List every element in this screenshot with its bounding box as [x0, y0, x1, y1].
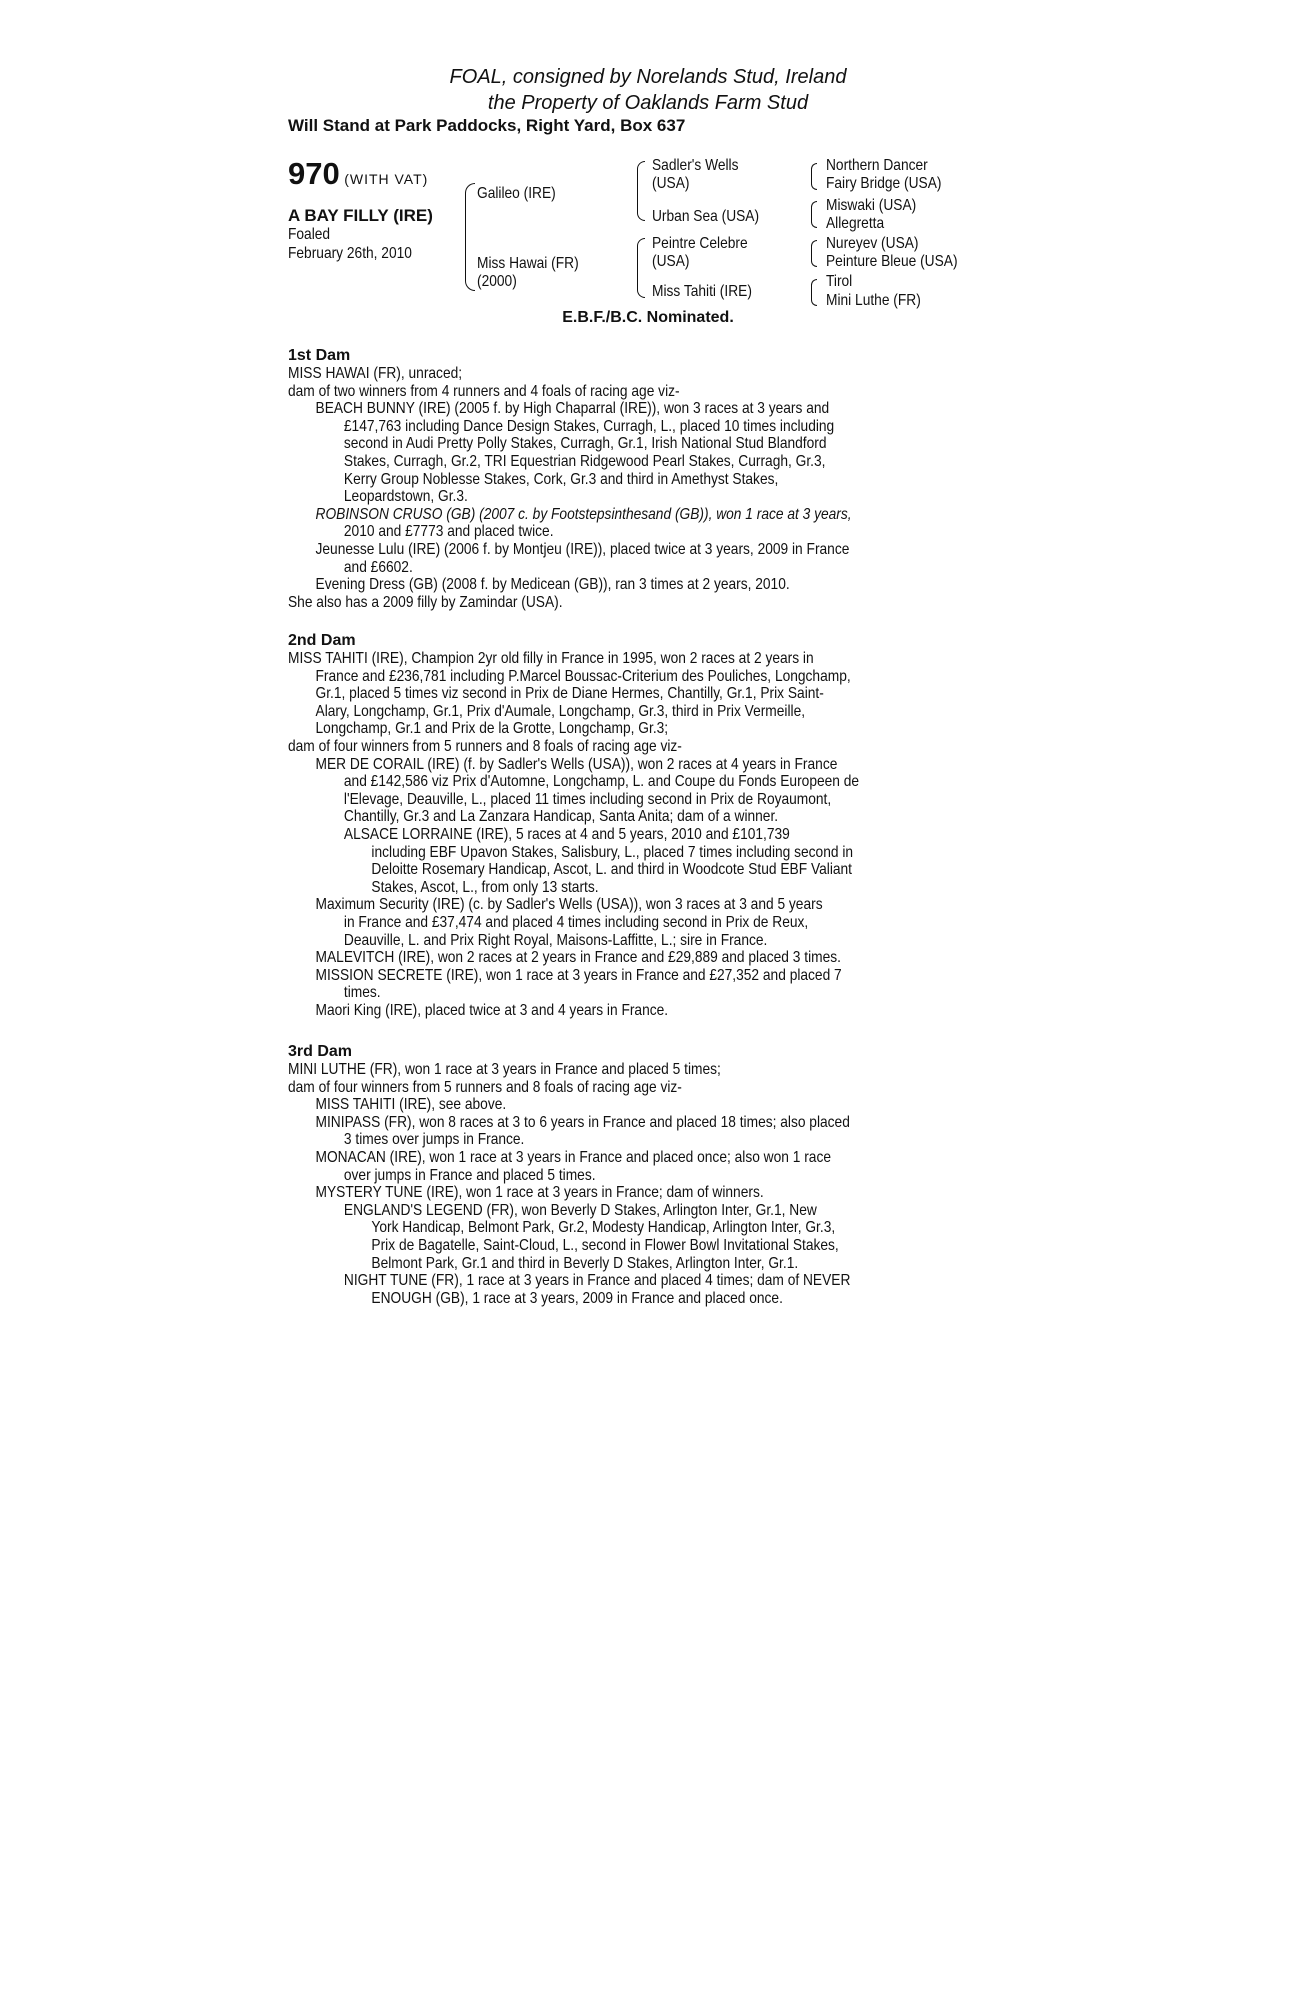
pedigree-ssd: Fairy Bridge (USA) [826, 175, 942, 192]
dam-line: BEACH BUNNY (IRE) (2005 f. by High Chaparral (IRE)), won 3 races at 3 years and [315, 400, 830, 418]
pedigree-sdd: Allegretta [826, 215, 885, 232]
pedigree-sire-sire-2: (USA) [652, 175, 690, 192]
dam-line: Stakes, Curragh, Gr.2, TRI Equestrian Ridgewood Pearl Stakes, Curragh, Gr.3, [343, 452, 826, 470]
dam-line: MER DE CORAIL (IRE) (f. by Sadler's Wells (USA)), won 2 races at 4 years in France [315, 755, 838, 773]
ebf-nomination: E.B.F./B.C. Nominated. [562, 309, 734, 326]
dam-line: Deloitte Rosemary Handicap, Ascot, L. and third in Woodcote Stud EBF Valiant [371, 861, 852, 879]
pedigree-ddd: Mini Luthe (FR) [826, 292, 921, 309]
dam-line: 2010 and £7773 and placed twice. [343, 523, 554, 541]
pedigree-dam-dam: Miss Tahiti (IRE) [652, 283, 752, 300]
pedigree-brace-g3 [811, 240, 817, 267]
dam-line: ENOUGH (GB), 1 race at 3 years, 2009 in France and placed once. [371, 1289, 783, 1307]
foaled-info [288, 225, 412, 263]
dam-line: ROBINSON CRUSO (GB) (2007 c. by Footstepsinthesand (GB)), won 1 race at 3 years, [315, 505, 852, 523]
dam-line: ENGLAND'S LEGEND (FR), won Beverly D Stakes, Arlington Inter, Gr.1, New [343, 1201, 817, 1219]
third-dam-section [288, 1043, 1008, 1307]
dam-line: NIGHT TUNE (FR), 1 race at 3 years in France and placed 4 times; dam of NEVER [343, 1272, 851, 1290]
consignment-header [288, 64, 1008, 116]
horse-name: A BAY FILLY (IRE) [288, 206, 433, 225]
pedigree-brace-dam [637, 238, 645, 298]
dam-line: MISS HAWAI (FR), unraced; [288, 365, 463, 382]
lot-heading [288, 156, 428, 192]
pedigree-dam-sire-2: (USA) [652, 253, 690, 270]
dam-line: l'Elevage, Deauville, L., placed 11 times including second in Prix de Royaumont, [343, 790, 832, 808]
dam-line: 3 times over jumps in France. [343, 1131, 525, 1149]
dam-line: and £142,586 viz Prix d'Automne, Longchamp, L. and Coupe du Fonds Europeen de [343, 773, 860, 791]
pedigree-brace-g4 [811, 279, 817, 306]
pedigree-dam-year: (2000) [477, 273, 517, 290]
second-dam-section [288, 632, 1008, 1019]
dam-line: over jumps in France and placed 5 times. [343, 1166, 596, 1184]
pedigree-brace-g2 [811, 201, 817, 228]
dam-line: Belmont Park, Gr.1 and third in Beverly D Stakes, Arlington Inter, Gr.1. [371, 1254, 799, 1272]
dam-line: including EBF Upavon Stakes, Salisbury, L., placed 7 times including second in [371, 843, 854, 861]
dam-line: MYSTERY TUNE (IRE), won 1 race at 3 years in France; dam of winners. [315, 1184, 764, 1202]
dam-line: MISS TAHITI (IRE), Champion 2yr old filly in France in 1995, won 2 races at 2 years in [288, 650, 814, 667]
dam-line: dam of four winners from 5 runners and 8 foals of racing age viz- [288, 1078, 682, 1096]
pedigree-brace-sire [637, 161, 645, 221]
dam-line: Chantilly, Gr.3 and La Zanzara Handicap, Santa Anita; dam of a winner. [343, 808, 779, 826]
dam-line: MISS TAHITI (IRE), see above. [315, 1096, 507, 1114]
dam-line: Maximum Security (IRE) (c. by Sadler's Wells (USA)), won 3 races at 3 and 5 years [315, 896, 823, 914]
dam-line: Deauville, L. and Prix Right Royal, Maisons-Laffitte, L.; sire in France. [343, 931, 768, 949]
pedigree-sds: Miswaki (USA) [826, 197, 917, 214]
dam-line: France and £236,781 including P.Marcel Boussac-Criterium des Pouliches, Longchamp, [315, 667, 851, 685]
pedigree-sire-dam: Urban Sea (USA) [652, 208, 760, 225]
property-of: the Property of Oaklands Farm Stud [487, 92, 809, 114]
pedigree-dds: Tirol [826, 273, 853, 290]
section-title: 2nd Dam [288, 632, 356, 649]
dam-line: Longchamp, Gr.1 and Prix de la Grotte, Longchamp, Gr.3; [315, 720, 669, 738]
foaled-date: February 26th, 2010 [288, 245, 412, 262]
dam-line: Alary, Longchamp, Gr.1, Prix d'Aumale, Longchamp, Gr.3, third in Prix Vermeille, [315, 702, 806, 720]
dam-line: Maori King (IRE), placed twice at 3 and 4 years in France. [315, 1001, 669, 1019]
dam-line: dam of two winners from 4 runners and 4 foals of racing age viz- [288, 382, 680, 400]
dam-line: Jeunesse Lulu (IRE) (2006 f. by Montjeu (IRE)), placed twice at 3 years, 2009 in France [315, 540, 850, 558]
dam-line: MINI LUTHE (FR), won 1 race at 3 years in France and placed 5 times; [288, 1061, 721, 1078]
dam-line: Stakes, Ascot, L., from only 13 starts. [371, 878, 599, 896]
lot-number: 970 [288, 156, 340, 191]
foaled-label: Foaled [288, 226, 331, 243]
first-dam-section [288, 347, 1008, 611]
consigned-by: FOAL, consigned by Norelands Stud, Ireland [449, 66, 847, 88]
dam-line: Gr.1, placed 5 times viz second in Prix de Diane Hermes, Chantilly, Gr.1, Prix Saint- [315, 685, 824, 703]
section-title: 1st Dam [288, 347, 351, 364]
dam-line: dam of four winners from 5 runners and 8 foals of racing age viz- [288, 737, 682, 755]
stand-location: Will Stand at Park Paddocks, Right Yard, Box 637 [288, 116, 686, 135]
dam-line: MISSION SECRETE (IRE), won 1 race at 3 years in France and £27,352 and placed 7 [315, 966, 842, 984]
dam-line: MINIPASS (FR), won 8 races at 3 to 6 years in France and placed 18 times; also placed [315, 1113, 850, 1131]
dam-line: Kerry Group Noblesse Stakes, Cork, Gr.3 and third in Amethyst Stakes, [343, 470, 779, 488]
dam-line: Evening Dress (GB) (2008 f. by Medicean (GB)), ran 3 times at 2 years, 2010. [315, 576, 790, 594]
dam-line: second in Audi Pretty Polly Stakes, Curragh, Gr.1, Irish National Stud Blandford [343, 435, 827, 453]
dam-line: £147,763 including Dance Design Stakes, Curragh, L., placed 10 times including [343, 417, 835, 435]
pedigree-sire: Galileo (IRE) [477, 185, 556, 202]
dam-line: York Handicap, Belmont Park, Gr.2, Modesty Handicap, Arlington Inter, Gr.3, [371, 1219, 836, 1237]
pedigree-brace-main [465, 183, 475, 291]
pedigree-dam-sire: Peintre Celebre [652, 235, 748, 252]
dam-line: She also has a 2009 filly by Zamindar (USA). [288, 593, 563, 611]
pedigree-dss: Nureyev (USA) [826, 235, 919, 252]
dam-line: Prix de Bagatelle, Saint-Cloud, L., second in Flower Bowl Invitational Stakes, [371, 1236, 839, 1254]
pedigree-sss: Northern Dancer [826, 157, 928, 174]
pedigree-sire-sire: Sadler's Wells [652, 157, 739, 174]
dam-line: in France and £37,474 and placed 4 times including second in Prix de Reux, [343, 913, 809, 931]
section-title: 3rd Dam [288, 1043, 353, 1060]
pedigree-dam: Miss Hawai (FR) [477, 255, 579, 272]
lot-vat: (WITH VAT) [344, 171, 429, 187]
dam-line: and £6602. [343, 558, 413, 576]
dam-line: MONACAN (IRE), won 1 race at 3 years in France and placed once; also won 1 race [315, 1148, 831, 1166]
dam-line: MALEVITCH (IRE), won 2 races at 2 years in France and £29,889 and placed 3 times. [315, 949, 841, 967]
pedigree-dsd: Peinture Bleue (USA) [826, 253, 958, 270]
pedigree-brace-g1 [811, 163, 817, 190]
dam-line: ALSACE LORRAINE (IRE), 5 races at 4 and 5 years, 2010 and £101,739 [343, 825, 790, 843]
dam-line: Leopardstown, Gr.3. [343, 488, 468, 506]
dam-line: times. [343, 984, 381, 1002]
